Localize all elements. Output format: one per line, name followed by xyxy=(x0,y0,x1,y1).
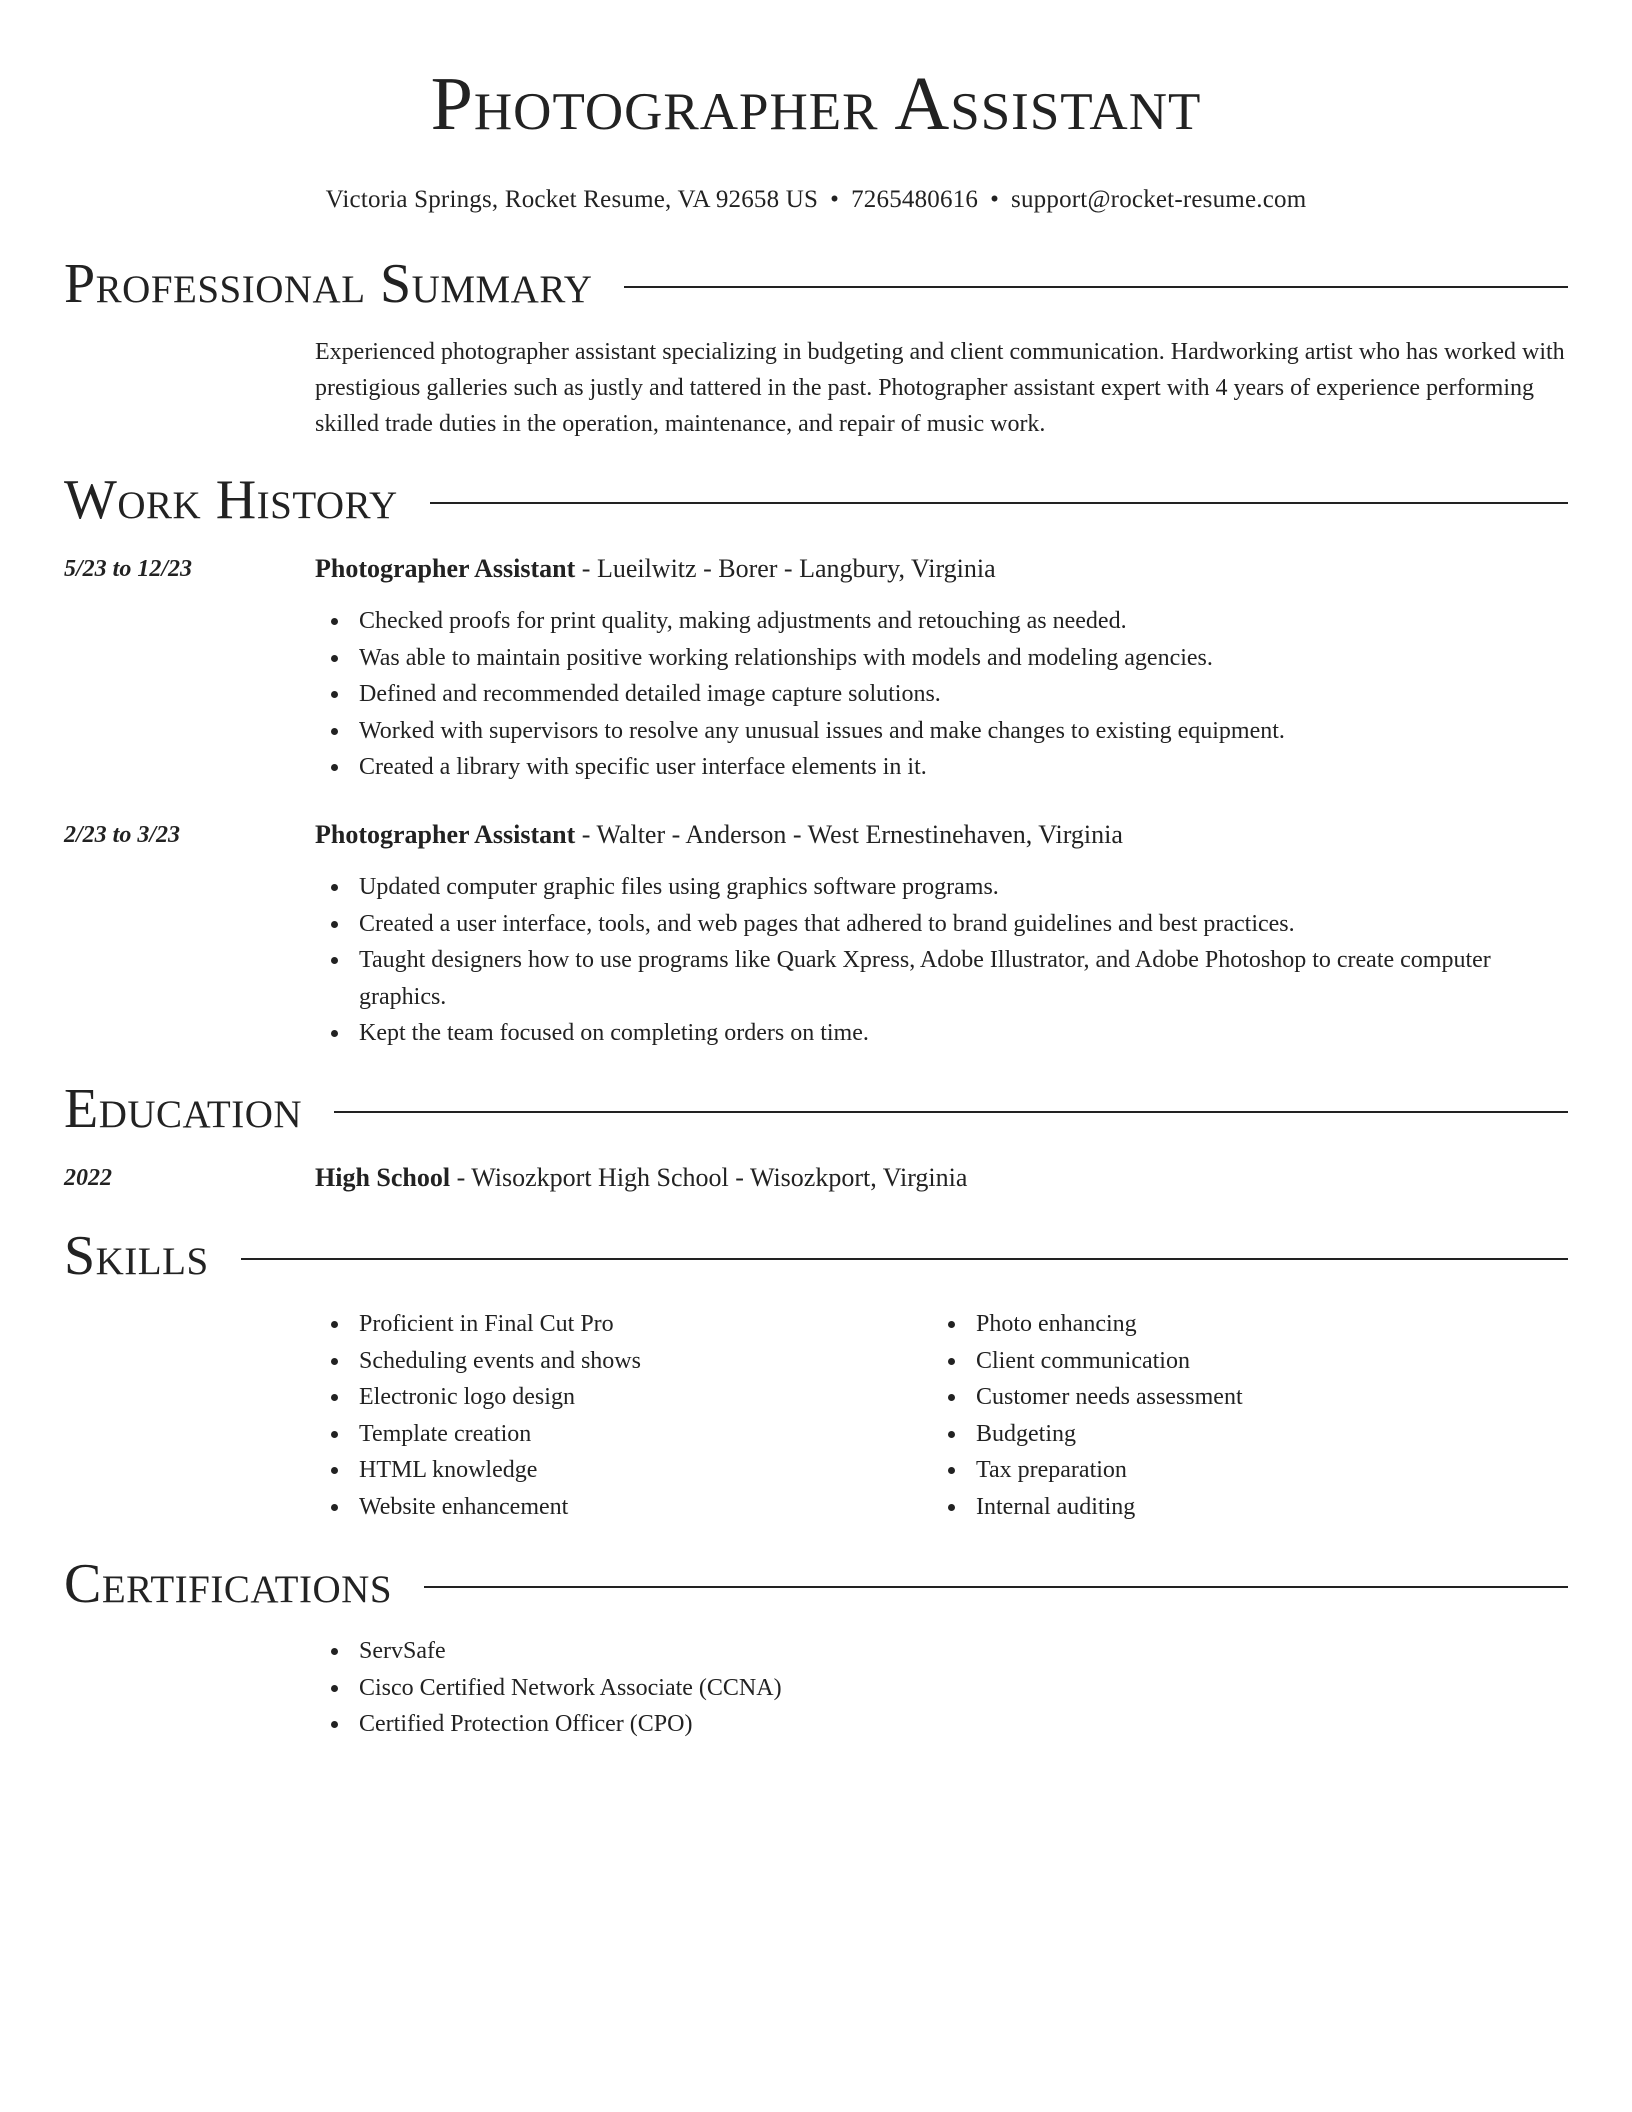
list-item: Client communication xyxy=(932,1343,1549,1380)
job-bullets xyxy=(315,869,1568,1052)
job-title: Photographer Assistant xyxy=(315,554,576,583)
skills-list-left xyxy=(315,1306,932,1525)
education-date: 2022 xyxy=(64,1165,112,1191)
list-item: Kept the team focused on completing orders on time. xyxy=(315,1015,1568,1052)
summary-text: Experienced photographer assistant specializing in budgeting and client communication. Hardworking artist who has worked with prestigious galleries such as justly and tattered in the past. Photographer assistant expert with 4 years of experience performing skilled trade duties in the operation, maintenance, and repair of music work. xyxy=(315,339,1565,437)
job-date: 5/23 to 12/23 xyxy=(64,556,193,582)
list-item: HTML knowledge xyxy=(315,1452,932,1489)
section-divider xyxy=(430,502,1568,504)
section-divider xyxy=(241,1258,1568,1260)
contact-separator: • xyxy=(990,186,1000,213)
list-item: Taught designers how to use programs like Quark Xpress, Adobe Illustrator, and Adobe Photoshop to create computer graphics. xyxy=(315,942,1568,1015)
job-heading xyxy=(315,817,1568,853)
list-item: Website enhancement xyxy=(315,1489,932,1526)
certifications-section-header xyxy=(64,1552,1568,1616)
contact-separator: • xyxy=(830,186,840,213)
list-item: Defined and recommended detailed image capture solutions. xyxy=(315,676,1568,713)
education-details: - Wisozkport High School - Wisozkport, Virginia xyxy=(450,1163,968,1192)
contact-line xyxy=(64,184,1568,216)
list-item: Photo enhancing xyxy=(932,1306,1549,1343)
summary-section-header xyxy=(64,252,1568,316)
contact-address: Victoria Springs, Rocket Resume, VA 92658 US xyxy=(325,186,819,213)
work-heading: Work History xyxy=(64,469,398,531)
certifications-list xyxy=(315,1633,1568,1743)
summary-heading: Professional Summary xyxy=(64,253,593,315)
job-heading xyxy=(315,551,1568,587)
job-date: 2/23 to 3/23 xyxy=(64,822,181,848)
education-section-header xyxy=(64,1077,1568,1141)
list-item: Was able to maintain positive working relationships with models and modeling agencies. xyxy=(315,640,1568,677)
work-section-header xyxy=(64,468,1568,532)
education-heading: Education xyxy=(64,1078,303,1140)
list-item: Tax preparation xyxy=(932,1452,1549,1489)
contact-email: support@rocket-resume.com xyxy=(1011,186,1307,213)
skills-section-header xyxy=(64,1224,1568,1288)
resume-name: Photographer Assistant xyxy=(430,62,1202,146)
section-divider xyxy=(334,1111,1568,1113)
skills-heading: Skills xyxy=(64,1225,209,1287)
certifications-heading: Certifications xyxy=(64,1553,393,1615)
list-item: Worked with supervisors to resolve any unusual issues and make changes to existing equipment. xyxy=(315,713,1568,750)
job-details: - Walter - Anderson - West Ernestinehaven, Virginia xyxy=(575,820,1123,849)
job-title: Photographer Assistant xyxy=(315,820,576,849)
section-divider xyxy=(424,1586,1568,1588)
list-item: Created a library with specific user interface elements in it. xyxy=(315,749,1568,786)
list-item: Internal auditing xyxy=(932,1489,1549,1526)
list-item: Budgeting xyxy=(932,1416,1549,1453)
list-item: Electronic logo design xyxy=(315,1379,932,1416)
list-item: Proficient in Final Cut Pro xyxy=(315,1306,932,1343)
list-item: ServSafe xyxy=(315,1633,1568,1670)
list-item: Updated computer graphic files using graphics software programs. xyxy=(315,869,1568,906)
resume-page xyxy=(64,0,1568,1737)
list-item: Scheduling events and shows xyxy=(315,1343,932,1380)
list-item: Customer needs assessment xyxy=(932,1379,1549,1416)
education-heading-line xyxy=(315,1160,1568,1196)
list-item: Certified Protection Officer (CPO) xyxy=(315,1706,1568,1743)
list-item: Cisco Certified Network Associate (CCNA) xyxy=(315,1670,1568,1707)
job-bullets xyxy=(315,603,1568,786)
list-item: Checked proofs for print quality, making adjustments and retouching as needed. xyxy=(315,603,1568,640)
contact-phone: 7265480616 xyxy=(851,186,979,213)
job-details: - Lueilwitz - Borer - Langbury, Virginia xyxy=(575,554,996,583)
education-degree: High School xyxy=(315,1163,451,1192)
section-divider xyxy=(624,286,1568,288)
skills-list-right xyxy=(932,1306,1549,1525)
list-item: Template creation xyxy=(315,1416,932,1453)
list-item: Created a user interface, tools, and web pages that adhered to brand guidelines and best practices. xyxy=(315,906,1568,943)
